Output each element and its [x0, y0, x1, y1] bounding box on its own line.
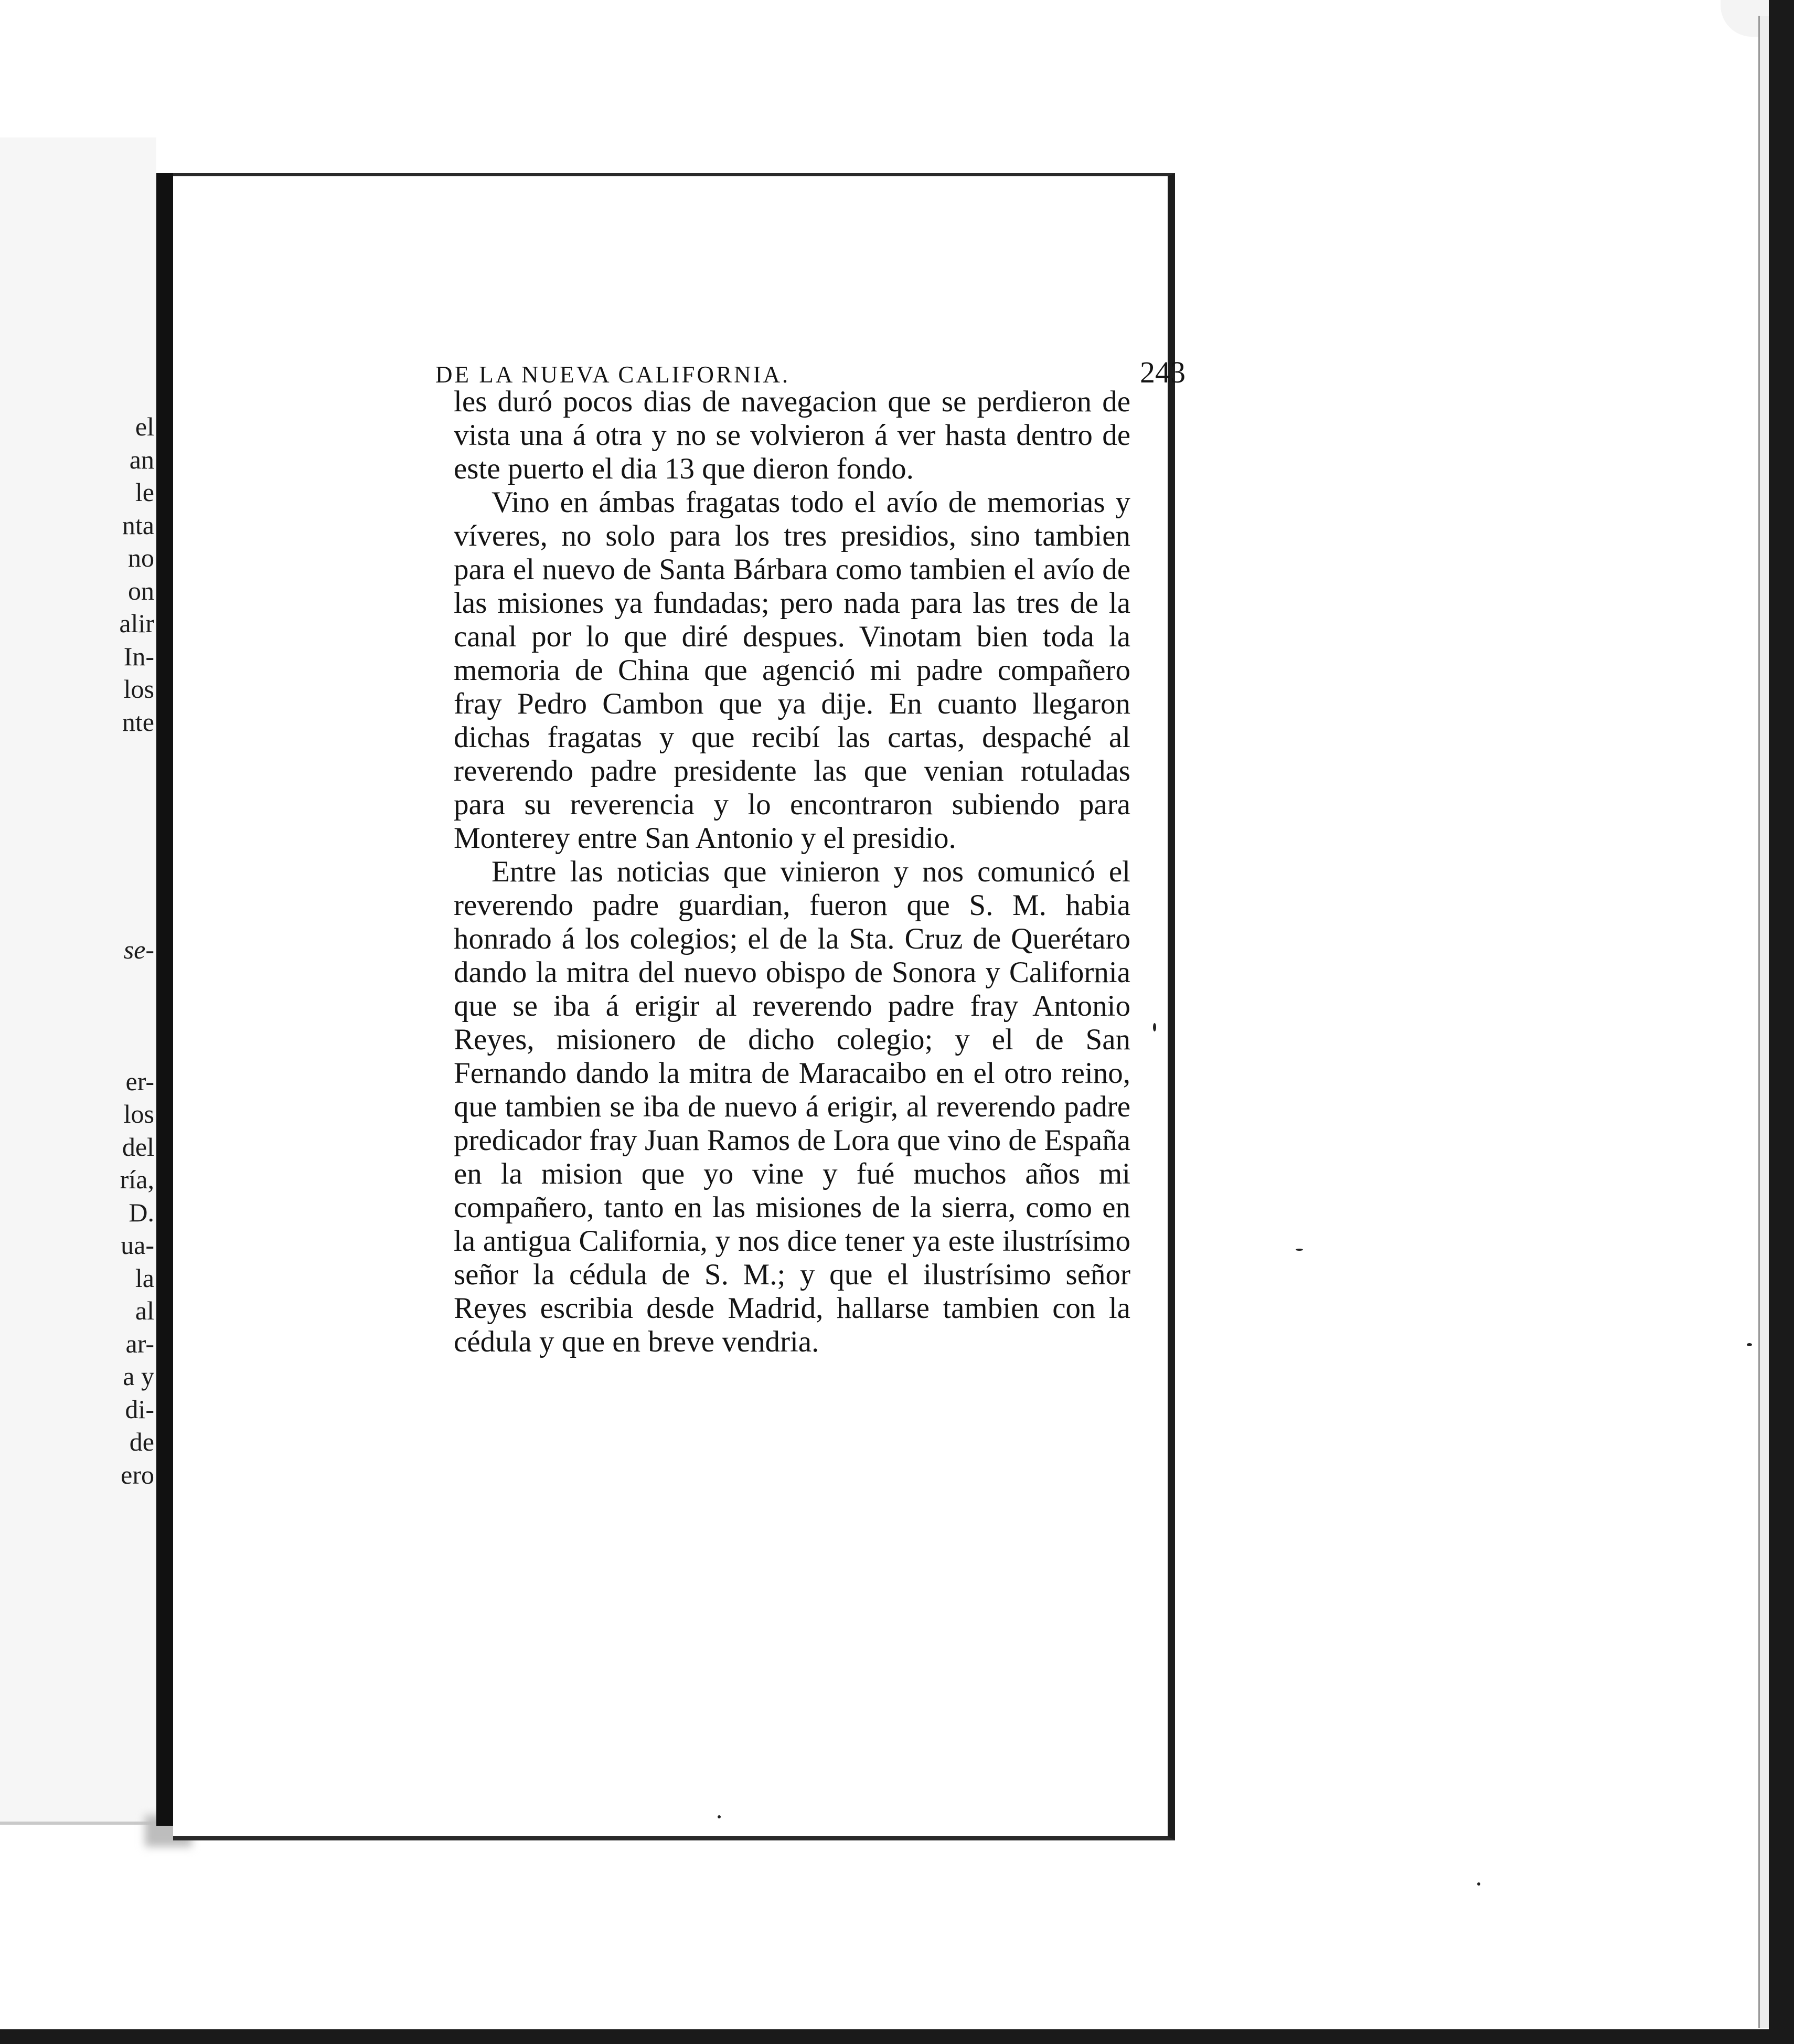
- book-page: [173, 173, 1186, 1840]
- scan-speck: [1296, 1249, 1303, 1251]
- left-fragment: nte: [122, 707, 154, 737]
- paragraph: les duró pocos dias de navegacion que se perdieron de vista una á otra y no se volvieron á ver hasta dentro de este puerto el dia 13 que dieron fondo.: [454, 385, 1130, 485]
- left-fragment: er-: [125, 1066, 154, 1096]
- running-head: [435, 355, 1186, 390]
- left-fragment: D.: [129, 1197, 154, 1227]
- left-fragment: ero: [121, 1460, 154, 1489]
- left-fragment: In-: [123, 641, 154, 671]
- left-fragment: los: [123, 674, 154, 704]
- left-fragment: de: [129, 1427, 154, 1456]
- left-fragment: ua-: [121, 1230, 154, 1260]
- left-fragment: la: [135, 1263, 154, 1293]
- paragraph: Entre las noticias que vinieron y nos comunicó el reverendo padre guardian, fueron que S. M. habia honrado á los colegios; el de la Sta. Cruz de Querétaro dando la mitra del nuevo obispo de Sonora y California que se iba á erigir al reverendo padre fray Antonio Reyes, misionero de dicho colegio; y el de San Fernando dando la mitra de Maracaibo en el otro reino, que tambien se iba de nuevo á erigir, al reverendo padre predicador fray Juan Ramos de Lora que vino de España en la mision que yo vine y fué muchos años mi compañero, tanto en las misiones de la sierra, como en la antigua California, y nos dice tener ya este ilustrísimo señor la cédula de S. M.; y que el ilustrísimo señor Reyes escribia desde Madrid, hallarse tambien con la cédula y que en breve vendria.: [454, 855, 1130, 1358]
- scan-speck: [718, 1815, 721, 1818]
- left-fragment: nta: [122, 510, 154, 540]
- left-page-fragments: [119, 410, 154, 1491]
- scan-bottom-border: [0, 2029, 1794, 2044]
- left-fragment: del: [122, 1132, 154, 1162]
- left-fragment: a y: [123, 1361, 154, 1391]
- scan-right-border: [1769, 0, 1794, 2044]
- scan-speck: [1747, 1343, 1752, 1346]
- running-title: DE LA NUEVA CALIFORNIA.: [435, 361, 791, 388]
- left-facing-page: [0, 137, 156, 1825]
- left-fragment: ría,: [120, 1165, 154, 1194]
- left-fragment-italic: se-: [123, 935, 154, 964]
- page-number: 243: [1140, 355, 1186, 389]
- left-fragment: los: [123, 1099, 154, 1129]
- body-text: [454, 385, 1130, 1359]
- left-fragment: an: [129, 444, 154, 474]
- left-fragment: le: [135, 477, 154, 507]
- left-fragment: on: [128, 576, 154, 605]
- left-fragment: el: [135, 412, 154, 441]
- left-fragment: di-: [125, 1394, 154, 1424]
- left-fragment: ar-: [125, 1328, 154, 1358]
- left-fragment: alir: [119, 609, 154, 638]
- paragraph: Vino en ámbas fragatas todo el avío de memorias y víveres, no solo para los tres presidios, sino tambien para el nuevo de Santa Bárbara como tambien el avío de las misiones ya fundadas; pero nada para las tres de la canal por lo que diré despues. Vinotam bien toda la memoria de China que agenció mi padre compañero fray Pedro Cambon que ya dije. En cuanto llegaron dichas fragatas y que recibí las cartas, despaché al reverendo padre presidente las que venian rotuladas para su reverencia y lo encontraron subiendo para Monterey entre San Antonio y el presidio.: [454, 486, 1130, 855]
- left-fragment: al: [135, 1296, 154, 1325]
- scan-speck: [1477, 1882, 1480, 1886]
- scan-speck: [1153, 1023, 1156, 1031]
- left-fragment: no: [128, 543, 154, 572]
